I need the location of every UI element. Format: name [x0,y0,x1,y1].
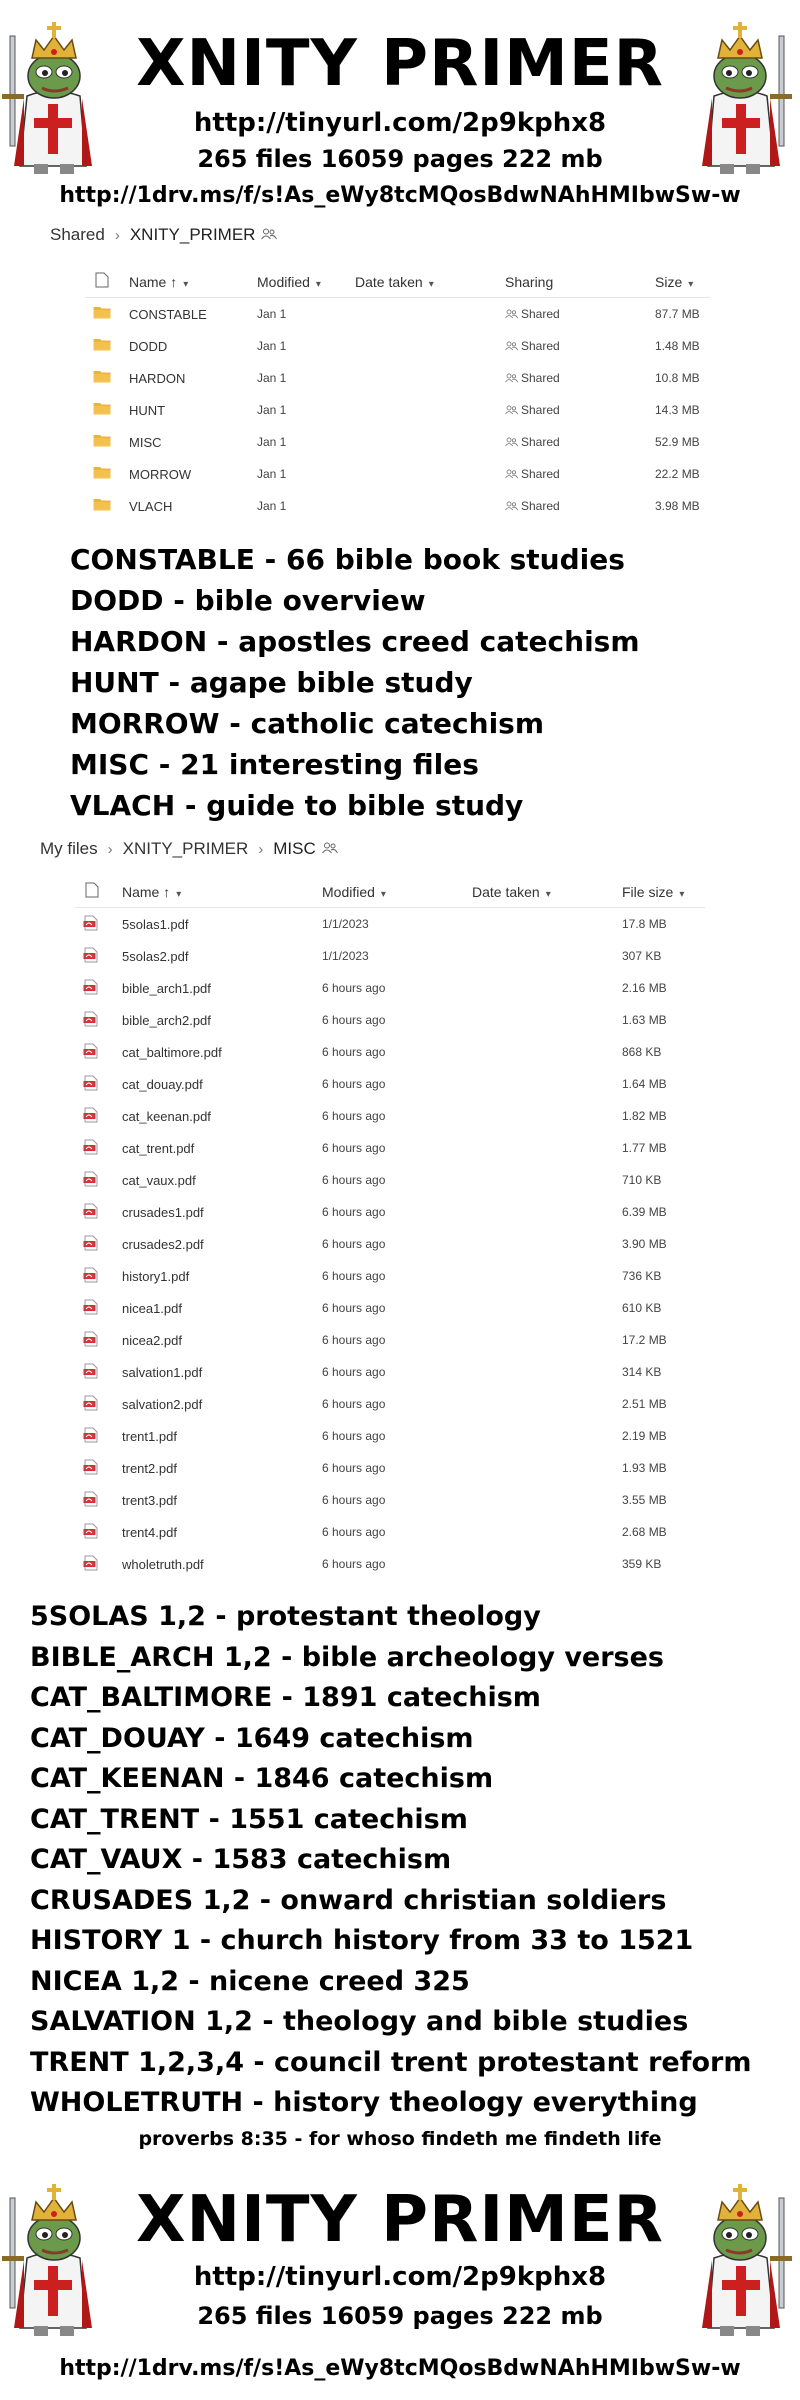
item-name[interactable]: salvation1.pdf [122,1365,203,1380]
item-size: 1.64 MB [622,1077,667,1091]
item-modified: Jan 1 [257,371,287,385]
folder-description: MORROW - catholic catechism [70,707,545,740]
folder-icon [93,369,111,385]
pdf-icon [83,1107,101,1123]
item-sharing-label: Shared [521,435,560,449]
table-row[interactable] [85,362,710,394]
proverb-text: proverbs 8:35 - for whoso findeth me findeth life [138,2128,662,2150]
item-size: 17.2 MB [622,1333,667,1347]
item-modified: 6 hours ago [322,1397,386,1411]
item-modified: 6 hours ago [322,1205,386,1219]
people-icon [322,839,338,859]
table-row[interactable] [75,1324,705,1356]
item-name[interactable]: crusades1.pdf [122,1205,204,1220]
item-size: 2.68 MB [622,1525,667,1539]
item-size: 3.98 MB [655,499,700,513]
item-size: 1.82 MB [622,1109,667,1123]
chevron-down-icon: ▾ [428,279,434,290]
item-sharing-label: Shared [521,403,560,417]
banner-tinyurl-link[interactable]: http://tinyurl.com/2p9kphx8 [193,108,607,138]
pdf-icon [83,979,101,995]
item-sharing [505,403,560,417]
file-description: BIBLE_ARCH 1,2 - bible archeology verses [30,1641,664,1673]
folder-icon [93,465,111,481]
item-size: 52.9 MB [655,435,700,449]
pdf-icon [83,1267,101,1283]
file-description: HISTORY 1 - church history from 33 to 1521 [30,1925,694,1956]
file-list [75,874,705,1580]
banner-onedrive-link[interactable]: http://1drv.ms/f/s!As_eWy8tcMQosBdwNAhHMIbwSw-w [59,2356,741,2381]
pdf-icon [83,1203,101,1219]
table-row[interactable] [85,458,710,490]
pdf-icon [83,1139,101,1155]
bottom-banner [0,2160,800,2400]
item-size: 6.39 MB [622,1205,667,1219]
item-sharing [505,499,560,513]
table-row[interactable] [75,1388,705,1420]
chevron-right-icon: › [107,840,113,858]
pdf-icon [83,1299,101,1315]
item-size: 307 KB [622,949,662,963]
item-size: 87.7 MB [655,307,700,321]
pdf-icon [83,1075,101,1091]
column-sharing[interactable]: Sharing [505,274,554,290]
item-modified: Jan 1 [257,339,287,353]
table-row[interactable] [75,1516,705,1548]
pdf-icon [83,1395,101,1411]
item-name[interactable]: bible_arch2.pdf [122,1013,211,1028]
item-modified: 6 hours ago [322,1365,386,1379]
table-row[interactable] [75,908,705,940]
folder-icon [93,401,111,417]
chevron-down-icon: ▾ [688,279,694,290]
item-name[interactable]: HUNT [129,403,166,418]
chevron-down-icon: ▾ [183,279,189,290]
item-name[interactable]: bible_arch1.pdf [122,981,211,996]
item-size: 314 KB [622,1365,662,1379]
folder-description: VLACH - guide to bible study [70,789,524,822]
item-modified: 1/1/2023 [322,949,369,963]
item-name[interactable]: DODD [129,339,168,354]
folder-description: HARDON - apostles creed catechism [70,625,640,658]
chevron-down-icon: ▾ [380,889,386,900]
item-sharing [505,435,560,449]
item-modified: 6 hours ago [322,1301,386,1315]
folder-description: DODD - bible overview [70,584,426,617]
folder-description: HUNT - agape bible study [70,666,473,699]
item-name[interactable]: 5solas1.pdf [122,917,189,932]
column-date-taken[interactable]: Date taken ▾ [355,274,434,290]
item-modified: 6 hours ago [322,1525,386,1539]
file-type-icon[interactable] [85,882,103,898]
item-size: 3.55 MB [622,1493,667,1507]
item-name[interactable]: trent2.pdf [122,1461,177,1476]
pdf-icon [83,1555,101,1571]
item-modified: 6 hours ago [322,1141,386,1155]
pdf-icon [83,1235,101,1251]
folder-icon [93,433,111,449]
table-row[interactable] [75,1164,705,1196]
item-size: 17.8 MB [622,917,667,931]
item-modified: 6 hours ago [322,1333,386,1347]
pdf-icon [83,1459,101,1475]
folder-icon [93,497,111,513]
table-row[interactable] [75,940,705,972]
table-row[interactable] [75,1004,705,1036]
chevron-down-icon: ▾ [545,889,551,900]
pdf-icon [83,1171,101,1187]
pdf-icon [83,1363,101,1379]
pdf-icon [83,1011,101,1027]
item-sharing-label: Shared [521,467,560,481]
item-size: 610 KB [622,1301,662,1315]
breadcrumb-my-files[interactable]: My files [40,839,98,858]
banner-onedrive-link[interactable]: http://1drv.ms/f/s!As_eWy8tcMQosBdwNAhHMIbwSw-w [59,183,741,208]
table-row[interactable] [75,1036,705,1068]
table-row[interactable] [75,1068,705,1100]
table-row[interactable] [75,1420,705,1452]
item-name[interactable]: MISC [129,435,162,450]
table-row[interactable] [75,1452,705,1484]
file-description: SALVATION 1,2 - theology and bible studies [30,2006,689,2037]
column-modified[interactable]: Modified ▾ [257,274,321,290]
item-size: 1.63 MB [622,1013,667,1027]
item-size: 359 KB [622,1557,662,1571]
item-modified: Jan 1 [257,467,287,481]
table-row[interactable] [75,1260,705,1292]
item-modified: 6 hours ago [322,1077,386,1091]
breadcrumb-xnity-primer[interactable]: XNITY_PRIMER [122,839,249,858]
item-size: 868 KB [622,1045,662,1059]
table-row[interactable] [85,394,710,426]
item-modified: 6 hours ago [322,1045,386,1059]
item-name[interactable]: CONSTABLE [129,307,207,322]
item-modified: 6 hours ago [322,1461,386,1475]
folder-list [85,264,710,522]
item-name[interactable]: nicea1.pdf [122,1301,182,1316]
breadcrumb-xnity-primer[interactable]: XNITY_PRIMER [129,225,256,244]
table-row[interactable] [75,1132,705,1164]
file-description: CRUSADES 1,2 - onward christian soldiers [30,1884,667,1916]
item-size: 1.77 MB [622,1141,667,1155]
item-sharing [505,307,560,321]
top-banner [0,0,800,210]
item-name[interactable]: VLACH [129,499,173,514]
chevron-right-icon: › [114,226,120,244]
chevron-down-icon: ▾ [679,889,685,900]
table-row[interactable] [75,1292,705,1324]
banner-stats: 265 files 16059 pages 222 mb [197,2302,603,2330]
item-name[interactable]: cat_douay.pdf [122,1077,203,1092]
table-row[interactable] [85,490,710,522]
item-modified: Jan 1 [257,403,287,417]
item-size: 14.3 MB [655,403,700,417]
file-rows [75,908,705,1580]
pdf-icon [83,915,101,931]
table-header [75,874,705,908]
item-size: 710 KB [622,1173,662,1187]
column-size[interactable]: Size ▾ [655,274,694,290]
people-icon [261,225,277,245]
item-modified: 1/1/2023 [322,917,369,931]
item-sharing-label: Shared [521,371,560,385]
column-modified[interactable]: Modified ▾ [322,884,386,900]
table-row[interactable] [75,1356,705,1388]
column-name[interactable]: Name ↑ ▾ [129,274,189,290]
pdf-icon [83,1043,101,1059]
item-name[interactable]: cat_vaux.pdf [122,1173,196,1188]
item-size: 1.48 MB [655,339,700,353]
table-header [85,264,710,298]
column-date-taken[interactable]: Date taken ▾ [472,884,551,900]
item-name[interactable]: nicea2.pdf [122,1333,182,1348]
chevron-down-icon: ▾ [315,279,321,290]
item-size: 22.2 MB [655,467,700,481]
banner-tinyurl-link[interactable]: http://tinyurl.com/2p9kphx8 [193,2262,607,2292]
pdf-icon [83,1331,101,1347]
item-sharing [505,339,560,353]
chevron-right-icon: › [258,840,264,858]
file-description: CAT_TRENT - 1551 catechism [30,1803,468,1835]
folder-description: MISC - 21 interesting files [70,748,479,781]
banner-title: XNITY PRIMER [136,27,664,101]
table-row[interactable] [85,426,710,458]
item-name[interactable]: wholetruth.pdf [122,1557,204,1572]
chevron-down-icon: ▾ [176,889,182,900]
item-size: 2.19 MB [622,1429,667,1443]
item-size: 1.93 MB [622,1461,667,1475]
item-modified: 6 hours ago [322,1269,386,1283]
folder-rows [85,298,710,522]
folder-icon [93,337,111,353]
table-row[interactable] [85,330,710,362]
item-name[interactable]: history1.pdf [122,1269,190,1284]
item-size: 2.16 MB [622,981,667,995]
item-size: 2.51 MB [622,1397,667,1411]
item-modified: 6 hours ago [322,1109,386,1123]
item-name[interactable]: cat_trent.pdf [122,1141,195,1156]
table-row[interactable] [75,1484,705,1516]
pdf-icon [83,1523,101,1539]
folder-icon [93,305,111,321]
column-file-size[interactable]: File size ▾ [622,884,685,900]
item-sharing-label: Shared [521,499,560,513]
table-row[interactable] [85,298,710,330]
file-description: WHOLETRUTH - history theology everything [30,2087,698,2118]
table-row[interactable] [75,972,705,1004]
table-row[interactable] [75,1548,705,1580]
item-sharing-label: Shared [521,307,560,321]
breadcrumb-misc[interactable]: MISC [273,839,316,858]
item-size: 10.8 MB [655,371,700,385]
item-name[interactable]: crusades2.pdf [122,1237,204,1252]
item-name[interactable]: cat_keenan.pdf [122,1109,211,1124]
file-description: TRENT 1,2,3,4 - council trent protestant reform [30,2046,752,2078]
item-size: 3.90 MB [622,1237,667,1251]
breadcrumb-shared[interactable]: Shared [50,225,105,244]
table-row[interactable] [75,1228,705,1260]
item-modified: 6 hours ago [322,1429,386,1443]
item-modified: Jan 1 [257,307,287,321]
table-row[interactable] [75,1100,705,1132]
item-sharing [505,467,560,481]
item-name[interactable]: 5solas2.pdf [122,949,189,964]
item-modified: Jan 1 [257,435,287,449]
folder-description: CONSTABLE - 66 bible book studies [70,543,625,576]
file-type-icon[interactable] [95,272,113,288]
item-modified: 6 hours ago [322,1173,386,1187]
item-modified: 6 hours ago [322,981,386,995]
item-name[interactable]: cat_baltimore.pdf [122,1045,222,1060]
item-name[interactable]: trent4.pdf [122,1525,177,1540]
pdf-icon [83,1491,101,1507]
file-description: CAT_KEENAN - 1846 catechism [30,1763,494,1794]
item-modified: 6 hours ago [322,1237,386,1251]
item-size: 736 KB [622,1269,662,1283]
file-description: CAT_DOUAY - 1649 catechism [30,1722,474,1754]
file-description: 5SOLAS 1,2 - protestant theology [30,1601,541,1632]
item-modified: Jan 1 [257,499,287,513]
column-name[interactable]: Name ↑ ▾ [122,884,182,900]
breadcrumb [50,220,277,250]
item-modified: 6 hours ago [322,1013,386,1027]
item-name[interactable]: trent3.pdf [122,1493,177,1508]
breadcrumb [40,834,338,864]
pdf-icon [83,1427,101,1443]
item-modified: 6 hours ago [322,1493,386,1507]
item-name[interactable]: MORROW [129,467,192,482]
item-modified: 6 hours ago [322,1557,386,1571]
file-description: NICEA 1,2 - nicene creed 325 [30,1965,470,1997]
banner-stats: 265 files 16059 pages 222 mb [197,145,603,173]
pdf-icon [83,947,101,963]
file-description: CAT_VAUX - 1583 catechism [30,1844,452,1875]
item-name[interactable]: HARDON [129,371,186,386]
item-name[interactable]: trent1.pdf [122,1429,177,1444]
item-sharing [505,371,560,385]
item-name[interactable]: salvation2.pdf [122,1397,203,1412]
table-row[interactable] [75,1196,705,1228]
banner-title: XNITY PRIMER [136,2183,664,2257]
item-sharing-label: Shared [521,339,560,353]
file-description: CAT_BALTIMORE - 1891 catechism [30,1682,541,1713]
